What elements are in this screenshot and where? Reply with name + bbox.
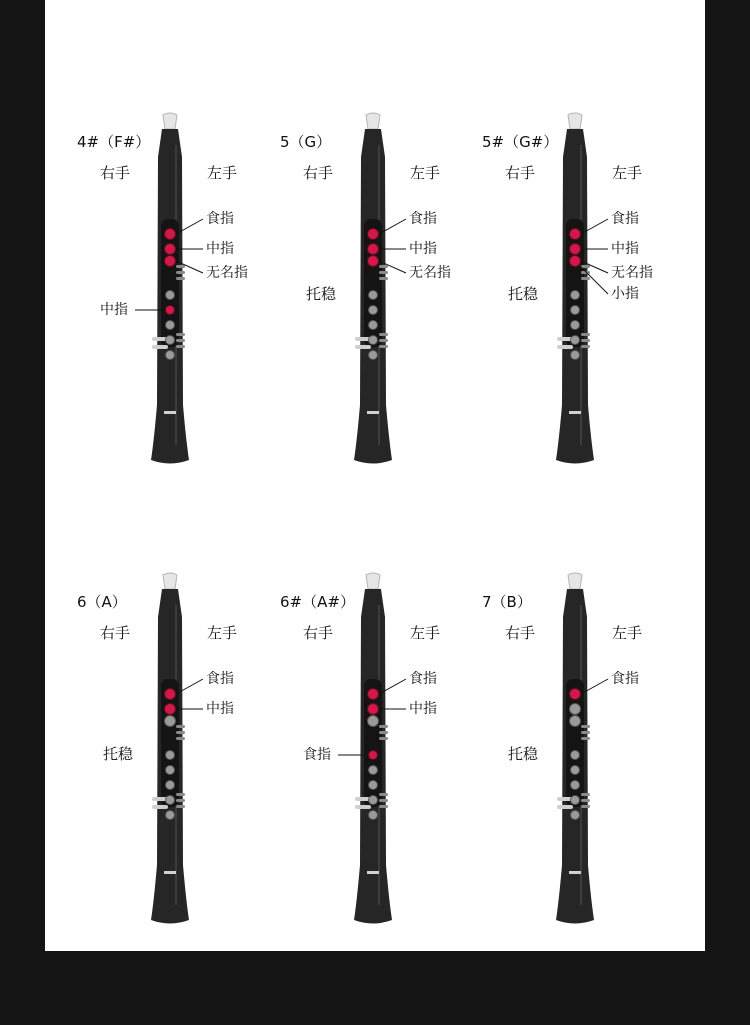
open-key (571, 336, 580, 345)
open-key (369, 336, 378, 345)
open-key (165, 716, 176, 727)
mouthpiece (163, 573, 177, 589)
instrument-illustration (55, 105, 270, 565)
side-key (355, 805, 371, 809)
open-key (570, 704, 581, 715)
mouthpiece (366, 573, 380, 589)
pressed-key (570, 229, 581, 240)
left-hand-label: 左手 (207, 624, 238, 642)
open-key (369, 811, 378, 820)
open-key (571, 811, 580, 820)
finger-label: 无名指 (409, 265, 451, 281)
open-key (571, 291, 580, 300)
finger-label: 中指 (409, 241, 437, 257)
instrument-illustration (258, 565, 473, 1025)
finger-label: 中指 (206, 701, 234, 717)
open-key (368, 716, 379, 727)
open-key (166, 811, 175, 820)
right-hand-label: 右手 (303, 624, 334, 642)
instrument-illustration (55, 565, 270, 1025)
side-key (152, 345, 168, 349)
open-key (571, 751, 580, 760)
open-key (166, 291, 175, 300)
open-key (369, 351, 378, 360)
open-key (369, 796, 378, 805)
pressed-key (368, 704, 379, 715)
finger-label: 食指 (611, 671, 639, 687)
finger-label: 食指 (206, 211, 234, 227)
open-key (166, 351, 175, 360)
side-key (557, 345, 573, 349)
fingering-cell (460, 565, 675, 1025)
mouthpiece (568, 573, 582, 589)
instrument-illustration (460, 565, 675, 1025)
finger-label: 食指 (611, 211, 639, 227)
instrument-illustration (460, 105, 675, 565)
finger-label: 中指 (409, 701, 437, 717)
pressed-key (165, 229, 176, 240)
open-key (571, 766, 580, 775)
fingering-cell (460, 105, 675, 565)
open-key (166, 751, 175, 760)
pressed-key (165, 689, 176, 700)
pressed-key (165, 704, 176, 715)
fingering-cell (55, 565, 270, 1025)
fingering-cell (258, 565, 473, 1025)
left-hand-label: 左手 (410, 624, 441, 642)
note-title: 6（A） (77, 593, 127, 611)
open-key (369, 766, 378, 775)
pressed-key (368, 244, 379, 255)
left-hand-label: 左手 (612, 164, 643, 182)
note-title: 5（G） (280, 133, 332, 151)
open-key (166, 321, 175, 330)
side-key (152, 805, 168, 809)
instrument-illustration (258, 105, 473, 565)
open-key (166, 796, 175, 805)
pressed-key (570, 689, 581, 700)
thumb-rest-label: 托稳 (103, 745, 134, 763)
pressed-key (570, 256, 581, 267)
pressed-key (368, 256, 379, 267)
thumb-rest-label: 托稳 (306, 285, 337, 303)
finger-label: 食指 (409, 211, 437, 227)
open-key (166, 781, 175, 790)
right-hand-label: 右手 (505, 624, 536, 642)
note-title: 6#（A#） (280, 593, 355, 611)
note-title: 7（B） (482, 593, 532, 611)
pressed-key (165, 256, 176, 267)
open-key (369, 321, 378, 330)
open-key (570, 716, 581, 727)
open-key (571, 351, 580, 360)
finger-label: 食指 (206, 671, 234, 687)
left-hand-label: 左手 (207, 164, 238, 182)
open-key (369, 306, 378, 315)
pressed-key (368, 689, 379, 700)
open-key (571, 306, 580, 315)
left-hand-label: 左手 (612, 624, 643, 642)
open-key (571, 781, 580, 790)
open-key (166, 766, 175, 775)
open-key (369, 291, 378, 300)
thumb-rest-label: 托稳 (508, 745, 539, 763)
open-key (166, 336, 175, 345)
right-hand-label: 右手 (303, 164, 334, 182)
pressed-key (368, 229, 379, 240)
finger-label: 小指 (611, 286, 639, 302)
right-hand-label: 右手 (505, 164, 536, 182)
finger-label: 无名指 (611, 265, 653, 281)
mouthpiece (163, 113, 177, 129)
side-key (355, 345, 371, 349)
finger-label: 食指 (409, 671, 437, 687)
open-key (369, 781, 378, 790)
thumb-rest-label: 托稳 (508, 285, 539, 303)
left-hand-label: 左手 (410, 164, 441, 182)
right-hand-label: 右手 (100, 164, 131, 182)
mouthpiece (568, 113, 582, 129)
pressed-key (166, 306, 175, 315)
finger-label: 中指 (100, 302, 128, 318)
side-key (557, 805, 573, 809)
note-title: 5#（G#） (482, 133, 559, 151)
fingering-cell (55, 105, 270, 565)
pressed-key (369, 751, 378, 760)
finger-label: 食指 (303, 747, 331, 763)
open-key (571, 796, 580, 805)
pressed-key (570, 244, 581, 255)
note-title: 4#（F#） (77, 133, 151, 151)
finger-label: 无名指 (206, 265, 248, 281)
mouthpiece (366, 113, 380, 129)
finger-label: 中指 (206, 241, 234, 257)
finger-label: 中指 (611, 241, 639, 257)
pressed-key (165, 244, 176, 255)
fingering-cell (258, 105, 473, 565)
open-key (571, 321, 580, 330)
right-hand-label: 右手 (100, 624, 131, 642)
